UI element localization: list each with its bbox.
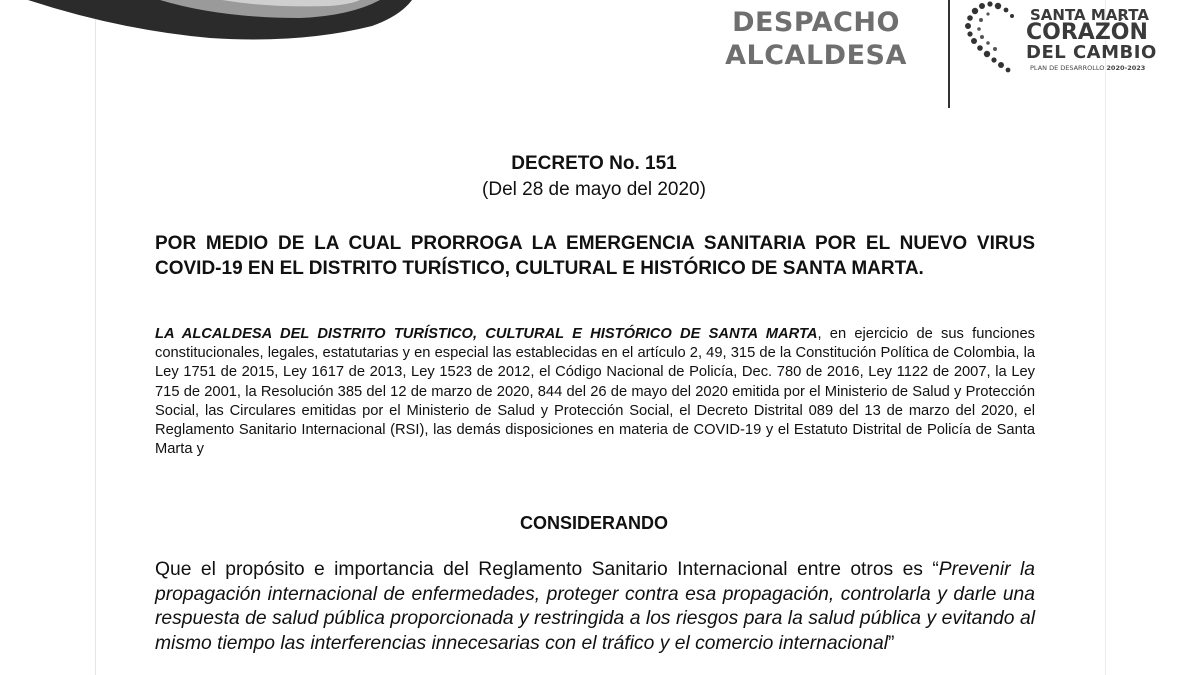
scan-edge-right bbox=[1105, 0, 1106, 675]
header-divider bbox=[948, 0, 950, 108]
preamble-paragraph bbox=[155, 325, 1035, 459]
decree-date: (Del 28 de mayo del 2020) bbox=[482, 179, 706, 200]
preamble-text: , en ejercicio de sus funciones constitucionales, legales, estatutarias y en especial las establecidas en el artículo 2, 49, 315 de la Constitución Política de Colombia, la Ley 1751 de 2015, Ley 1617 de 2013, Ley 1523 de 2012, el Código Nacional de Policía, Dec. 780 de 2016, Ley 1122 de 2007, la Ley 715 de 2001, la Resolución 385 del 12 de marzo de 2020, 844 del 26 de mayo del 2020 emitida por el Ministerio de Salud y Protección Social, las Circulares emitidas por el Ministerio de Salud y Protección Social, el Decreto Distrital 089 del 13 de marzo del 2020, el Reglamento Sanitario Internacional (RSI), las demás disposiciones en materia de COVID-19 y el Estatuto Distrital de Policía de Santa Marta y bbox=[155, 326, 1035, 458]
office-title bbox=[710, 6, 922, 72]
brand-slogan-line2: DEL CAMBIO bbox=[1026, 42, 1157, 63]
brand-plan-text bbox=[1030, 64, 1145, 72]
scan-edge-left bbox=[95, 0, 96, 675]
decree-subject: POR MEDIO DE LA CUAL PRORROGA LA EMERGENCIA SANITARIA POR EL NUEVO VIRUS COVID-19 EN EL DISTRITO TURÍSTICO, CULTURAL E HISTÓRICO DE SANTA MARTA. bbox=[155, 233, 1035, 279]
brand-plan-years: 2020-2023 bbox=[1106, 64, 1146, 72]
preamble-lead: LA ALCALDESA DEL DISTRITO TURÍSTICO, CULTURAL E HISTÓRICO DE SANTA MARTA bbox=[155, 326, 818, 342]
considering-heading: CONSIDERANDO bbox=[519, 513, 668, 533]
heart-dots-icon bbox=[964, 0, 1028, 82]
header-swoosh-graphic bbox=[0, 0, 440, 42]
brand-slogan-line1: CORAZÓN bbox=[1026, 20, 1148, 45]
considering-intro: Que el propósito e importancia del Reglamento Sanitario Internacional entre otros es “ bbox=[155, 559, 939, 580]
brand-logo bbox=[964, 0, 1174, 82]
brand-name-line: SANTA MARTA bbox=[1030, 6, 1149, 24]
decree-number: DECRETO No. 151 bbox=[511, 153, 677, 174]
office-title-line2: ALCALDESA bbox=[725, 40, 907, 71]
considering-paragraph bbox=[155, 558, 1035, 656]
considering-closing: ” bbox=[888, 632, 895, 654]
office-title-line1: DESPACHO bbox=[732, 7, 900, 38]
considering-quote: Prevenir la propagación internacional de enfermedades, proteger contra esa propagación, controlarla y darle una respuesta de salud pública proporcionada y restringida a los riesgos para la salud pública y evitando al mismo tiempo las interferencias innecesarias con el tráfico y el comercio internacional bbox=[155, 559, 1035, 654]
brand-plan-label: PLAN DE DESARROLLO bbox=[1030, 64, 1105, 72]
